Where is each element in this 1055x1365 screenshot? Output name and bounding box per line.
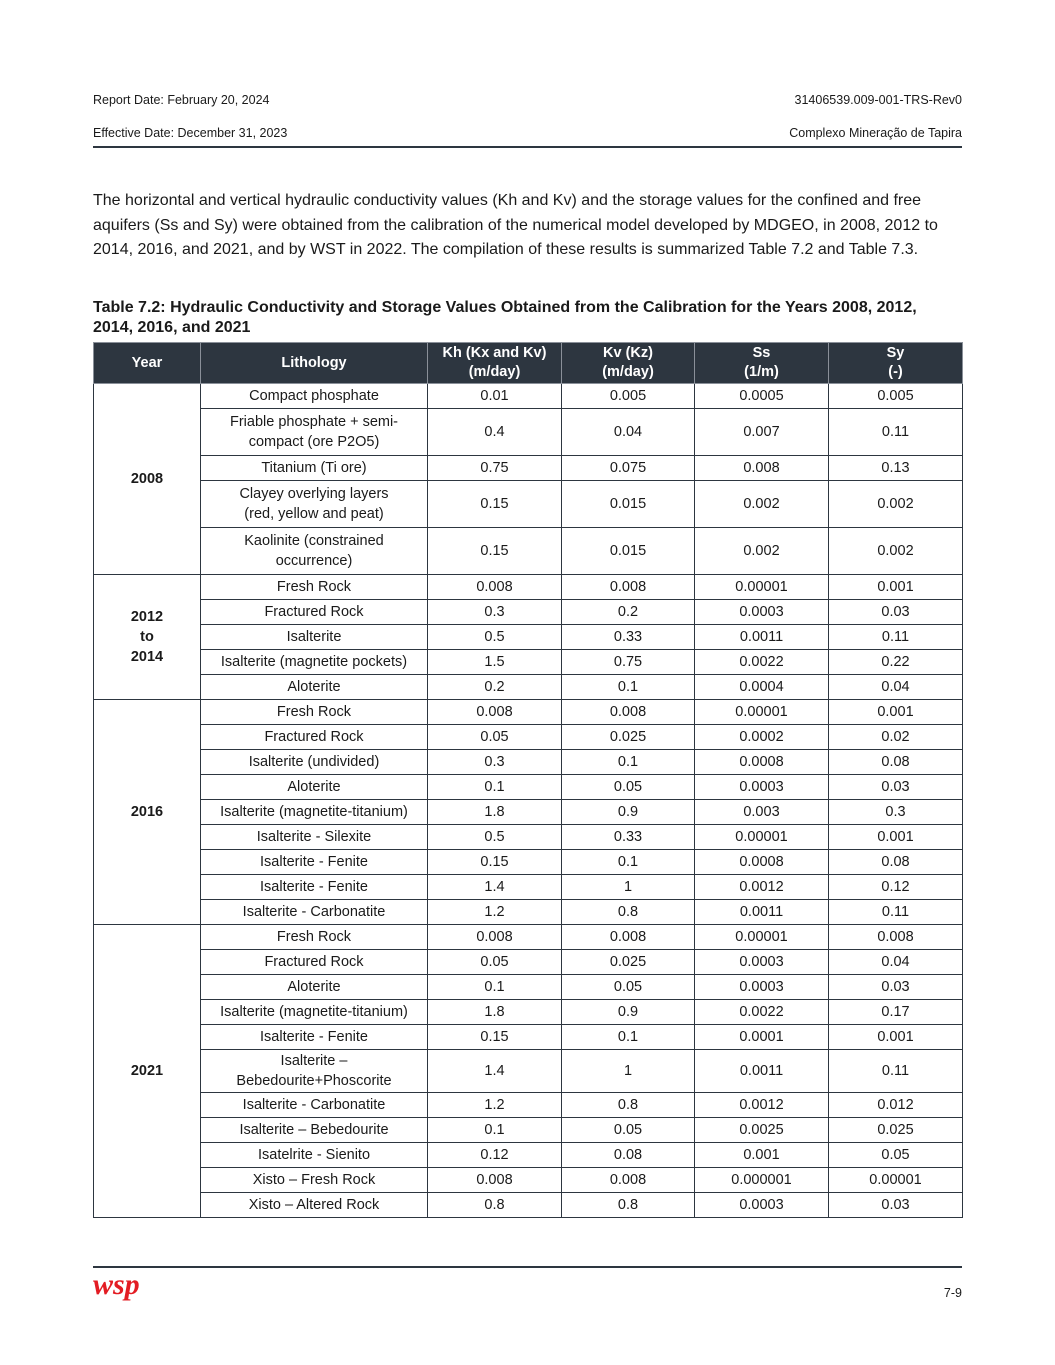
effective-date: Effective Date: December 31, 2023 — [93, 126, 288, 140]
ss-cell: 0.0012 — [695, 1093, 829, 1118]
kv-cell: 0.8 — [562, 900, 695, 925]
kh-cell: 0.05 — [428, 950, 562, 975]
table-row — [94, 900, 963, 925]
sy-cell: 0.005 — [829, 384, 963, 409]
lithology-cell: Fractured Rock — [201, 725, 428, 750]
header-divider — [93, 146, 962, 148]
year-line: 2012 — [130, 609, 164, 625]
kv-cell: 0.025 — [562, 950, 695, 975]
ss-cell: 0.0005 — [695, 384, 829, 409]
header-kv-label: Kv (Kz) — [603, 345, 653, 361]
kv-cell: 0.08 — [562, 1143, 695, 1168]
sy-cell: 0.17 — [829, 1000, 963, 1025]
kh-cell: 1.8 — [428, 1000, 562, 1025]
kh-cell: 0.008 — [428, 700, 562, 725]
lithology-cell: Fresh Rock — [201, 925, 428, 950]
sy-cell: 0.04 — [829, 950, 963, 975]
lithology-cell: Isatelrite - Sienito — [201, 1143, 428, 1168]
kv-cell: 0.025 — [562, 725, 695, 750]
sy-cell: 0.3 — [829, 800, 963, 825]
year-line: to — [140, 629, 154, 645]
kv-cell: 0.8 — [562, 1093, 695, 1118]
header-sy-unit: (-) — [888, 364, 903, 380]
table-row — [94, 675, 963, 700]
lithology-cell: Isalterite — [201, 625, 428, 650]
table-row — [94, 384, 963, 409]
kv-cell: 0.1 — [562, 675, 695, 700]
ss-cell: 0.0003 — [695, 975, 829, 1000]
lithology-cell: Aloterite — [201, 675, 428, 700]
sy-cell: 0.03 — [829, 975, 963, 1000]
lithology-cell: Isalterite - Fenite — [201, 1025, 428, 1050]
ss-cell: 0.0011 — [695, 900, 829, 925]
header-ss-unit: (1/m) — [744, 364, 779, 380]
kh-cell: 0.2 — [428, 675, 562, 700]
ss-cell: 0.000001 — [695, 1168, 829, 1193]
sy-cell: 0.001 — [829, 700, 963, 725]
year-cell: 2021 — [94, 925, 201, 1218]
kv-cell: 1 — [562, 1050, 695, 1093]
lithology-cell: Kaolinite (constrained occurrence) — [201, 528, 428, 575]
kh-cell: 0.01 — [428, 384, 562, 409]
lithology-cell: Fresh Rock — [201, 575, 428, 600]
table-row — [94, 1118, 963, 1143]
table-row — [94, 825, 963, 850]
table-row — [94, 1193, 963, 1218]
kh-cell: 1.2 — [428, 1093, 562, 1118]
kv-cell: 0.1 — [562, 850, 695, 875]
ss-cell: 0.0011 — [695, 1050, 829, 1093]
kv-cell: 0.33 — [562, 825, 695, 850]
kv-cell: 0.015 — [562, 528, 695, 575]
kv-cell: 0.05 — [562, 1118, 695, 1143]
kh-cell: 0.1 — [428, 975, 562, 1000]
header-kv-unit: (m/day) — [602, 364, 654, 380]
ss-cell: 0.003 — [695, 800, 829, 825]
kh-cell: 0.3 — [428, 750, 562, 775]
table-row — [94, 409, 963, 456]
sy-cell: 0.08 — [829, 850, 963, 875]
group-2021 — [94, 925, 963, 1218]
table-header-row — [94, 343, 963, 384]
lithology-cell: Isalterite - Fenite — [201, 875, 428, 900]
table-row — [94, 875, 963, 900]
kh-cell: 0.008 — [428, 575, 562, 600]
lithology-cell: Aloterite — [201, 775, 428, 800]
lithology-cell: Compact phosphate — [201, 384, 428, 409]
table-row — [94, 575, 963, 600]
ss-cell: 0.00001 — [695, 925, 829, 950]
table-row — [94, 1168, 963, 1193]
sy-cell: 0.08 — [829, 750, 963, 775]
kv-cell: 0.1 — [562, 1025, 695, 1050]
table-row — [94, 650, 963, 675]
header-ss-label: Ss — [752, 345, 771, 361]
header-lithology: Lithology — [201, 343, 428, 384]
table-caption: Table 7.2: Hydraulic Conductivity and Storage Values Obtained from the Calibration for the Years 2008, 2012, 2014, 2016, and 2021 — [93, 299, 917, 336]
year-line: 2014 — [130, 649, 164, 665]
ss-cell: 0.0008 — [695, 750, 829, 775]
lithology-cell: Isalterite - Silexite — [201, 825, 428, 850]
ss-cell: 0.007 — [695, 409, 829, 456]
kh-cell: 0.15 — [428, 528, 562, 575]
page-number: 7-9 — [943, 1286, 962, 1300]
kh-cell: 0.008 — [428, 925, 562, 950]
table-row — [94, 1143, 963, 1168]
kv-cell: 0.8 — [562, 1193, 695, 1218]
kh-cell: 0.5 — [428, 825, 562, 850]
year-cell: 2016 — [94, 700, 201, 925]
kv-cell: 0.008 — [562, 700, 695, 725]
sy-cell: 0.03 — [829, 1193, 963, 1218]
kh-cell: 0.4 — [428, 409, 562, 456]
lithology-cell: Isalterite (magnetite-titanium) — [201, 1000, 428, 1025]
header-year: Year — [94, 343, 201, 384]
kh-cell: 0.008 — [428, 1168, 562, 1193]
lithology-cell: Isalterite – Bebedourite — [201, 1118, 428, 1143]
ss-cell: 0.0001 — [695, 1025, 829, 1050]
kh-cell: 0.15 — [428, 481, 562, 528]
year-cell — [94, 575, 201, 700]
sy-cell: 0.002 — [829, 481, 963, 528]
table-row — [94, 625, 963, 650]
lithology-cell: Fresh Rock — [201, 700, 428, 725]
kh-cell: 1.8 — [428, 800, 562, 825]
table-row — [94, 1093, 963, 1118]
lithology-cell: Aloterite — [201, 975, 428, 1000]
table-row — [94, 975, 963, 1000]
hydraulic-conductivity-table — [93, 342, 963, 1218]
ss-cell: 0.0022 — [695, 650, 829, 675]
report-id: 31406539.009-001-TRS-Rev0 — [794, 93, 962, 107]
sy-cell: 0.001 — [829, 575, 963, 600]
ss-cell: 0.0022 — [695, 1000, 829, 1025]
kh-cell: 0.75 — [428, 456, 562, 481]
sy-cell: 0.11 — [829, 1050, 963, 1093]
table-row — [94, 456, 963, 481]
kv-cell: 0.2 — [562, 600, 695, 625]
lithology-cell: Fractured Rock — [201, 950, 428, 975]
lithology-cell: Isalterite (magnetite-titanium) — [201, 800, 428, 825]
table-row — [94, 600, 963, 625]
footer-divider — [93, 1266, 962, 1268]
ss-cell: 0.0003 — [695, 1193, 829, 1218]
kh-cell: 0.1 — [428, 775, 562, 800]
table-row — [94, 528, 963, 575]
table-row — [94, 950, 963, 975]
project-name: Complexo Mineração de Tapira — [789, 126, 962, 140]
ss-cell: 0.0003 — [695, 600, 829, 625]
kv-cell: 0.008 — [562, 575, 695, 600]
table-row — [94, 800, 963, 825]
kh-cell: 0.8 — [428, 1193, 562, 1218]
table-row — [94, 1050, 963, 1093]
lithology-cell: Xisto – Altered Rock — [201, 1193, 428, 1218]
header-sy-label: Sy — [886, 345, 905, 361]
sy-cell: 0.001 — [829, 1025, 963, 1050]
sy-cell: 0.05 — [829, 1143, 963, 1168]
report-date: Report Date: February 20, 2024 — [93, 93, 270, 107]
ss-cell: 0.0003 — [695, 775, 829, 800]
kh-cell: 1.4 — [428, 875, 562, 900]
sy-cell: 0.11 — [829, 625, 963, 650]
sy-cell: 0.00001 — [829, 1168, 963, 1193]
kh-cell: 0.12 — [428, 1143, 562, 1168]
lithology-cell: Isalterite – Bebedourite+Phoscorite — [201, 1050, 428, 1093]
kh-cell: 1.4 — [428, 1050, 562, 1093]
header-kh-label: Kh (Kx and Kv) — [442, 345, 547, 361]
lithology-cell: Isalterite - Carbonatite — [201, 1093, 428, 1118]
ss-cell: 0.0025 — [695, 1118, 829, 1143]
kh-cell: 0.15 — [428, 1025, 562, 1050]
kv-cell: 0.1 — [562, 750, 695, 775]
group-2012-2014 — [94, 575, 963, 700]
lithology-cell: Isalterite - Carbonatite — [201, 900, 428, 925]
wsp-logo-icon — [93, 1272, 159, 1310]
table-row — [94, 775, 963, 800]
group-2008 — [94, 384, 963, 575]
kh-cell: 0.1 — [428, 1118, 562, 1143]
ss-cell: 0.0002 — [695, 725, 829, 750]
sy-cell: 0.11 — [829, 409, 963, 456]
kv-cell: 0.04 — [562, 409, 695, 456]
kv-cell: 0.05 — [562, 775, 695, 800]
header-kh — [428, 343, 562, 384]
sy-cell: 0.03 — [829, 600, 963, 625]
ss-cell: 0.00001 — [695, 575, 829, 600]
table-row — [94, 1025, 963, 1050]
kv-cell: 0.005 — [562, 384, 695, 409]
kv-cell: 0.008 — [562, 1168, 695, 1193]
kh-cell: 0.5 — [428, 625, 562, 650]
kv-cell: 0.9 — [562, 1000, 695, 1025]
kv-cell: 0.015 — [562, 481, 695, 528]
ss-cell: 0.008 — [695, 456, 829, 481]
sy-cell: 0.12 — [829, 875, 963, 900]
sy-cell: 0.03 — [829, 775, 963, 800]
sy-cell: 0.22 — [829, 650, 963, 675]
header-ss — [695, 343, 829, 384]
lithology-cell: Clayey overlying layers (red, yellow and peat) — [201, 481, 428, 528]
kh-cell: 0.15 — [428, 850, 562, 875]
sy-cell: 0.012 — [829, 1093, 963, 1118]
sy-cell: 0.04 — [829, 675, 963, 700]
kv-cell: 1 — [562, 875, 695, 900]
lithology-cell: Friable phosphate + semi-compact (ore P2O5) — [201, 409, 428, 456]
wsp-logo — [93, 1272, 159, 1315]
table-row — [94, 750, 963, 775]
lithology-cell: Isalterite (magnetite pockets) — [201, 650, 428, 675]
header-kv — [562, 343, 695, 384]
sy-cell: 0.02 — [829, 725, 963, 750]
ss-cell: 0.00001 — [695, 700, 829, 725]
year-cell: 2008 — [94, 384, 201, 575]
ss-cell: 0.001 — [695, 1143, 829, 1168]
ss-cell: 0.002 — [695, 528, 829, 575]
ss-cell: 0.0011 — [695, 625, 829, 650]
table-row — [94, 850, 963, 875]
kv-cell: 0.075 — [562, 456, 695, 481]
ss-cell: 0.002 — [695, 481, 829, 528]
kv-cell: 0.33 — [562, 625, 695, 650]
ss-cell: 0.0012 — [695, 875, 829, 900]
body-paragraph: The horizontal and vertical hydraulic conductivity values (Kh and Kv) and the storage values for the confined and free aquifers (Ss and Sy) were obtained from the calibration of the numerical model developed by MDGEO, in 2008, 2012 to 2014, 2016, and 2021, and by WST in 2022. The compilation of these results is summarized Table 7.2 and Table 7.3. — [93, 192, 938, 258]
lithology-cell: Titanium (Ti ore) — [201, 456, 428, 481]
sy-cell: 0.001 — [829, 825, 963, 850]
lithology-cell: Isalterite (undivided) — [201, 750, 428, 775]
table-row — [94, 725, 963, 750]
table-row — [94, 925, 963, 950]
ss-cell: 0.00001 — [695, 825, 829, 850]
lithology-cell: Xisto – Fresh Rock — [201, 1168, 428, 1193]
kh-cell: 0.05 — [428, 725, 562, 750]
table-row — [94, 481, 963, 528]
kv-cell: 0.75 — [562, 650, 695, 675]
ss-cell: 0.0008 — [695, 850, 829, 875]
kv-cell: 0.9 — [562, 800, 695, 825]
kh-cell: 1.5 — [428, 650, 562, 675]
sy-cell: 0.008 — [829, 925, 963, 950]
sy-cell: 0.13 — [829, 456, 963, 481]
ss-cell: 0.0003 — [695, 950, 829, 975]
lithology-cell: Fractured Rock — [201, 600, 428, 625]
kv-cell: 0.008 — [562, 925, 695, 950]
ss-cell: 0.0004 — [695, 675, 829, 700]
kh-cell: 0.3 — [428, 600, 562, 625]
header-kh-unit: (m/day) — [468, 364, 521, 380]
logo-text: wsp — [93, 1272, 140, 1301]
header-sy — [829, 343, 963, 384]
sy-cell: 0.025 — [829, 1118, 963, 1143]
page-header — [93, 93, 962, 159]
kh-cell: 1.2 — [428, 900, 562, 925]
sy-cell: 0.11 — [829, 900, 963, 925]
table-row — [94, 700, 963, 725]
kv-cell: 0.05 — [562, 975, 695, 1000]
group-2016 — [94, 700, 963, 925]
table-row — [94, 1000, 963, 1025]
sy-cell: 0.002 — [829, 528, 963, 575]
lithology-cell: Isalterite - Fenite — [201, 850, 428, 875]
